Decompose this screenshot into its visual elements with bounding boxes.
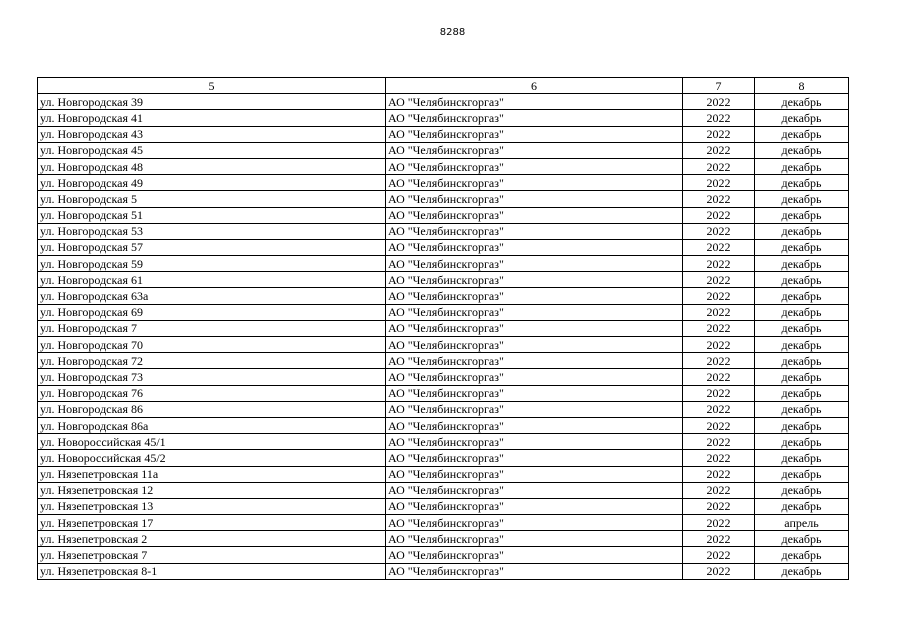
year-cell: 2022 (683, 110, 755, 126)
month-cell: декабрь (755, 94, 849, 110)
organization-cell: АО "Челябинскгоргаз" (386, 304, 683, 320)
organization-cell: АО "Челябинскгоргаз" (386, 288, 683, 304)
year-cell: 2022 (683, 191, 755, 207)
organization-cell: АО "Челябинскгоргаз" (386, 191, 683, 207)
address-cell: ул. Новгородская 86а (38, 417, 386, 433)
address-cell: ул. Нязепетровская 13 (38, 498, 386, 514)
year-cell: 2022 (683, 434, 755, 450)
organization-cell: АО "Челябинскгоргаз" (386, 175, 683, 191)
organization-cell: АО "Челябинскгоргаз" (386, 547, 683, 563)
month-cell: декабрь (755, 531, 849, 547)
address-cell: ул. Новгородская 70 (38, 337, 386, 353)
address-cell: ул. Нязепетровская 8-1 (38, 563, 386, 579)
year-cell: 2022 (683, 223, 755, 239)
table-row (38, 239, 849, 255)
address-cell: ул. Новгородская 61 (38, 272, 386, 288)
month-cell: декабрь (755, 482, 849, 498)
month-cell: декабрь (755, 175, 849, 191)
organization-cell: АО "Челябинскгоргаз" (386, 450, 683, 466)
organization-cell: АО "Челябинскгоргаз" (386, 434, 683, 450)
organization-cell: АО "Челябинскгоргаз" (386, 94, 683, 110)
year-cell: 2022 (683, 142, 755, 158)
year-cell: 2022 (683, 515, 755, 531)
table-row (38, 434, 849, 450)
month-cell: декабрь (755, 239, 849, 255)
address-cell: ул. Нязепетровская 7 (38, 547, 386, 563)
column-header-8: 8 (755, 78, 849, 94)
address-cell: ул. Нязепетровская 17 (38, 515, 386, 531)
address-cell: ул. Новгородская 45 (38, 142, 386, 158)
table-row (38, 256, 849, 272)
year-cell: 2022 (683, 256, 755, 272)
month-cell: декабрь (755, 450, 849, 466)
year-cell: 2022 (683, 207, 755, 223)
year-cell: 2022 (683, 337, 755, 353)
table-row (38, 304, 849, 320)
month-cell: декабрь (755, 337, 849, 353)
month-cell: декабрь (755, 126, 849, 142)
year-cell: 2022 (683, 385, 755, 401)
table-row (38, 353, 849, 369)
month-cell: декабрь (755, 466, 849, 482)
address-cell: ул. Новгородская 51 (38, 207, 386, 223)
month-cell: декабрь (755, 498, 849, 514)
address-cell: ул. Новгородская 43 (38, 126, 386, 142)
organization-cell: АО "Челябинскгоргаз" (386, 515, 683, 531)
table-row (38, 385, 849, 401)
organization-cell: АО "Челябинскгоргаз" (386, 320, 683, 336)
table-row (38, 94, 849, 110)
table-row (38, 369, 849, 385)
address-cell: ул. Новороссийская 45/2 (38, 450, 386, 466)
organization-cell: АО "Челябинскгоргаз" (386, 401, 683, 417)
year-cell: 2022 (683, 482, 755, 498)
month-cell: декабрь (755, 191, 849, 207)
year-cell: 2022 (683, 547, 755, 563)
table-row (38, 482, 849, 498)
year-cell: 2022 (683, 320, 755, 336)
year-cell: 2022 (683, 304, 755, 320)
month-cell: декабрь (755, 142, 849, 158)
year-cell: 2022 (683, 450, 755, 466)
month-cell: декабрь (755, 256, 849, 272)
year-cell: 2022 (683, 498, 755, 514)
year-cell: 2022 (683, 126, 755, 142)
month-cell: декабрь (755, 434, 849, 450)
address-cell: ул. Новгородская 59 (38, 256, 386, 272)
table-row (38, 207, 849, 223)
address-cell: ул. Новгородская 57 (38, 239, 386, 255)
column-header-7: 7 (683, 78, 755, 94)
table-row (38, 191, 849, 207)
address-cell: ул. Нязепетровская 2 (38, 531, 386, 547)
organization-cell: АО "Челябинскгоргаз" (386, 563, 683, 579)
address-cell: ул. Новгородская 76 (38, 385, 386, 401)
address-cell: ул. Новгородская 39 (38, 94, 386, 110)
year-cell: 2022 (683, 369, 755, 385)
table-row (38, 498, 849, 514)
month-cell: декабрь (755, 369, 849, 385)
month-cell: декабрь (755, 417, 849, 433)
table-row (38, 450, 849, 466)
table-row (38, 417, 849, 433)
year-cell: 2022 (683, 353, 755, 369)
header-row (38, 78, 849, 94)
organization-cell: АО "Челябинскгоргаз" (386, 110, 683, 126)
address-cell: ул. Новгородская 72 (38, 353, 386, 369)
organization-cell: АО "Челябинскгоргаз" (386, 482, 683, 498)
table-body (38, 94, 849, 580)
organization-cell: АО "Челябинскгоргаз" (386, 337, 683, 353)
table-row (38, 272, 849, 288)
organization-cell: АО "Челябинскгоргаз" (386, 126, 683, 142)
organization-cell: АО "Челябинскгоргаз" (386, 223, 683, 239)
table-row (38, 401, 849, 417)
year-cell: 2022 (683, 288, 755, 304)
table-row (38, 320, 849, 336)
organization-cell: АО "Челябинскгоргаз" (386, 142, 683, 158)
address-cell: ул. Новгородская 73 (38, 369, 386, 385)
year-cell: 2022 (683, 563, 755, 579)
month-cell: декабрь (755, 288, 849, 304)
organization-cell: АО "Челябинскгоргаз" (386, 466, 683, 482)
month-cell: декабрь (755, 272, 849, 288)
month-cell: декабрь (755, 304, 849, 320)
organization-cell: АО "Челябинскгоргаз" (386, 272, 683, 288)
organization-cell: АО "Челябинскгоргаз" (386, 385, 683, 401)
table-row (38, 126, 849, 142)
address-cell: ул. Новороссийская 45/1 (38, 434, 386, 450)
month-cell: декабрь (755, 110, 849, 126)
month-cell: декабрь (755, 563, 849, 579)
address-cell: ул. Новгородская 53 (38, 223, 386, 239)
year-cell: 2022 (683, 239, 755, 255)
address-cell: ул. Новгородская 69 (38, 304, 386, 320)
year-cell: 2022 (683, 175, 755, 191)
year-cell: 2022 (683, 158, 755, 174)
year-cell: 2022 (683, 466, 755, 482)
organization-cell: АО "Челябинскгоргаз" (386, 158, 683, 174)
organization-cell: АО "Челябинскгоргаз" (386, 498, 683, 514)
table-row (38, 531, 849, 547)
address-cell: ул. Новгородская 49 (38, 175, 386, 191)
year-cell: 2022 (683, 531, 755, 547)
month-cell: декабрь (755, 158, 849, 174)
organization-cell: АО "Челябинскгоргаз" (386, 207, 683, 223)
table-row (38, 547, 849, 563)
table-row (38, 142, 849, 158)
address-cell: ул. Новгородская 5 (38, 191, 386, 207)
address-cell: ул. Новгородская 7 (38, 320, 386, 336)
month-cell: декабрь (755, 547, 849, 563)
table-row (38, 175, 849, 191)
column-header-5: 5 (38, 78, 386, 94)
organization-cell: АО "Челябинскгоргаз" (386, 353, 683, 369)
table-row (38, 337, 849, 353)
column-header-6: 6 (386, 78, 683, 94)
table-row (38, 223, 849, 239)
organization-cell: АО "Челябинскгоргаз" (386, 531, 683, 547)
year-cell: 2022 (683, 417, 755, 433)
organization-cell: АО "Челябинскгоргаз" (386, 417, 683, 433)
table-row (38, 288, 849, 304)
address-cell: ул. Новгородская 63а (38, 288, 386, 304)
table-row (38, 466, 849, 482)
address-cell: ул. Новгородская 41 (38, 110, 386, 126)
address-cell: ул. Новгородская 86 (38, 401, 386, 417)
month-cell: декабрь (755, 207, 849, 223)
table-row (38, 563, 849, 579)
month-cell: апрель (755, 515, 849, 531)
page-number: 8288 (439, 27, 466, 38)
month-cell: декабрь (755, 385, 849, 401)
address-cell: ул. Нязепетровская 11а (38, 466, 386, 482)
year-cell: 2022 (683, 401, 755, 417)
table-row (38, 158, 849, 174)
organization-cell: АО "Челябинскгоргаз" (386, 256, 683, 272)
table-row (38, 110, 849, 126)
table-row (38, 515, 849, 531)
year-cell: 2022 (683, 94, 755, 110)
month-cell: декабрь (755, 401, 849, 417)
month-cell: декабрь (755, 320, 849, 336)
organization-cell: АО "Челябинскгоргаз" (386, 239, 683, 255)
month-cell: декабрь (755, 223, 849, 239)
address-cell: ул. Нязепетровская 12 (38, 482, 386, 498)
address-cell: ул. Новгородская 48 (38, 158, 386, 174)
schedule-table (37, 77, 849, 580)
month-cell: декабрь (755, 353, 849, 369)
organization-cell: АО "Челябинскгоргаз" (386, 369, 683, 385)
year-cell: 2022 (683, 272, 755, 288)
